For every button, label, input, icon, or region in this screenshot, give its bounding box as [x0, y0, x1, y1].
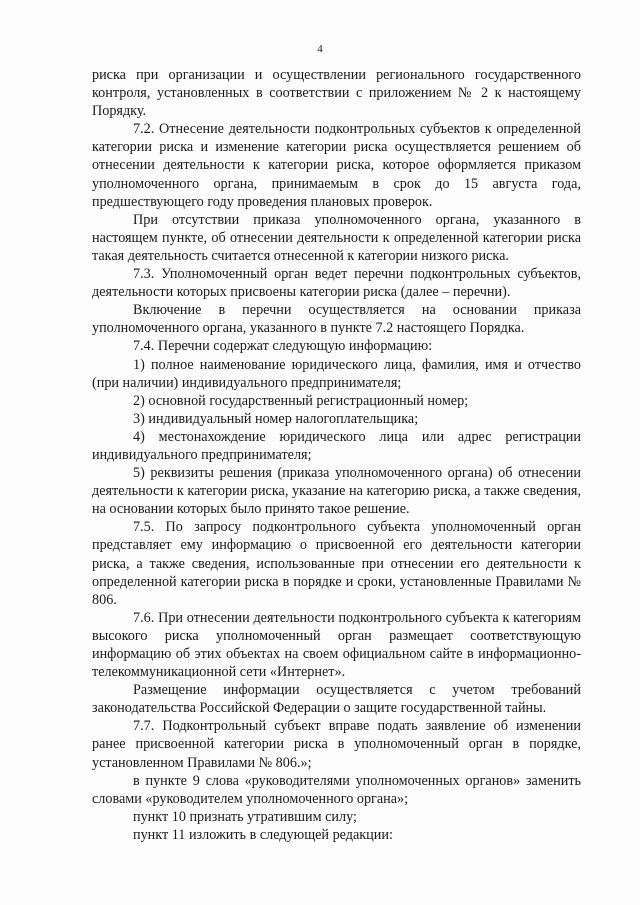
list-item-4: 4) местонахождение юридического лица или адрес регистрации индивидуального предпринимателя; [92, 428, 581, 463]
paragraph-inclusion: Включение в перечни осуществляется на основании приказа уполномоченного органа, указанного в пункте 7.2 настоящего Порядка. [92, 302, 581, 337]
paragraph-absence-of-order: При отсутствии приказа уполномоченного органа, указанного в настоящем пункте, об отнесении деятельности к определенной категории риска такая деятельность считается отнесенной к категории низкого риска. [92, 211, 581, 264]
paragraph-7-5: 7.5. По запросу подконтрольного субъекта уполномоченный орган представляет ему информацию о присвоенной его деятельности категории риска, а также сведения, использованные при отнесении его деятельности к определенной категории риска в порядке и сроки, установленные Правилами № 806. [92, 519, 581, 608]
page-number: 4 [317, 43, 323, 55]
list-item-3: 3) индивидуальный номер налогоплательщика; [133, 410, 419, 427]
document-body [92, 66, 581, 844]
paragraph-7-2: 7.2. Отнесение деятельности подконтрольных субъектов к определенной категории риска и изменение категории риска осуществляется решением об отнесении деятельности к категории риска, которое оформляется приказом уполномоченного органа, принимаемым в срок до 15 августа года, предшествующего году проведения плановых проверок. [92, 121, 581, 210]
paragraph-placement: Размещение информации осуществляется с учетом требований законодательства Российской Федерации о защите государственной тайны. [92, 682, 581, 717]
paragraph-point-11: пункт 11 изложить в следующей редакции: [133, 826, 393, 843]
paragraph-continuation: риска при организации и осуществлении регионального государственного контроля, установленных в соответствии с приложением № 2 к настоящему Порядку. [92, 67, 581, 120]
paragraph-7-4: 7.4. Перечни содержат следующую информацию: [133, 338, 433, 355]
list-item-2: 2) основной государственный регистрационный номер; [133, 392, 469, 409]
paragraph-7-6: 7.6. При отнесении деятельности подконтрольного субъекта к категориям высокого риска уполномоченный орган размещает соответствующую информацию об этих объектах на своем официальном сайте в информационно-телекоммуникационной сети «Интернет». [92, 609, 581, 681]
list-item-5: 5) реквизиты решения (приказа уполномоченного органа) об отнесении деятельности к категории риска, указание на категорию риска, а также сведения, на основании которых было принято такое решение. [92, 465, 581, 518]
paragraph-7-7: 7.7. Подконтрольный субъект вправе подать заявление об изменении ранее присвоенной категории риска в уполномоченный орган в порядке, установленном Правилами № 806.»; [92, 718, 581, 771]
paragraph-7-3: 7.3. Уполномоченный орган ведет перечни подконтрольных субъектов, деятельности которых присвоены категории риска (далее – перечни). [92, 266, 581, 301]
paragraph-point-9: в пункте 9 слова «руководителями уполномоченных органов» заменить словами «руководителем уполномоченного органа»; [92, 772, 581, 807]
paragraph-point-10: пункт 10 признать утратившим силу; [133, 808, 357, 825]
list-item-1: 1) полное наименование юридического лица, фамилия, имя и отчество (при наличии) индивидуального предпринимателя; [92, 356, 581, 391]
